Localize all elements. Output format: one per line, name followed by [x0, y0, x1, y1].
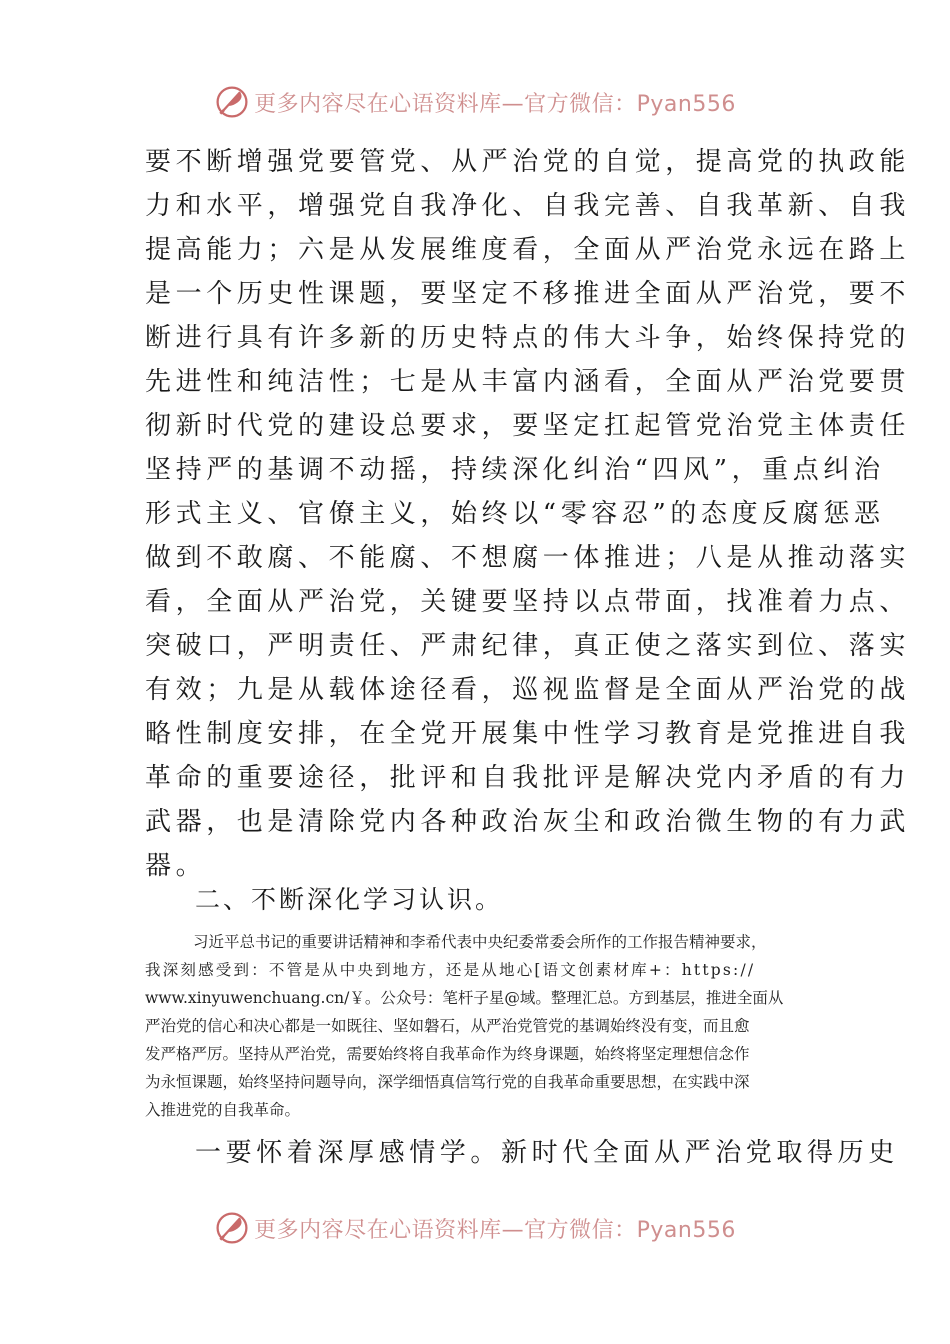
quill-logo-icon: [214, 1210, 250, 1246]
text-line: 习近平总书记的重要讲话精神和李希代表中央纪委常委会所作的工作报告精神要求，: [193, 933, 767, 951]
text-line: 器。: [145, 851, 207, 881]
text-line: 做到不敢腐、不能腐、不想腐一体推进；八是从推动落实: [145, 543, 911, 573]
header-banner: [0, 82, 950, 122]
text-line: 入推进党的自我革命。: [145, 1101, 301, 1119]
text-line: 先进性和纯洁性；七是从丰富内涵看，全面从严治党要贯: [145, 367, 911, 397]
text-line: 形式主义、官僚主义，始终以“零容忍”的态度反腐惩恶: [145, 499, 885, 529]
text-line: 是一个历史性课题，要坚定不移推进全面从严治党，要不: [145, 279, 911, 309]
text-line: www.xinyuwenchuang.cn/￥。公众号：笔杆子星@域。整理汇总。方到基层，推进全面从: [145, 989, 784, 1007]
text-line: 略性制度安排，在全党开展集中性学习教育是党推进自我: [145, 719, 911, 749]
text-line: 看，全面从严治党，关键要坚持以点带面，找准着力点、: [145, 587, 911, 617]
text-line: 提高能力；六是从发展维度看，全面从严治党永远在路上: [145, 235, 911, 265]
text-line: 发严格严厉。坚持从严治党，需要始终将自我革命作为终身课题，始终将坚定理想信念作: [145, 1045, 750, 1063]
paragraph-main: [145, 140, 911, 888]
header-banner-text: 更多内容尽在心语资料库—官方微信：Pyan556: [254, 91, 736, 117]
paragraph-small: [145, 928, 813, 1124]
footer-banner-text: 更多内容尽在心语资料库—官方微信：Pyan556: [254, 1217, 736, 1243]
text-line: 为永恒课题，始终坚持问题导向，深学细悟真信笃行党的自我革命重要思想，在实践中深: [145, 1073, 750, 1091]
text-line: 有效；九是从载体途径看，巡视监督是全面从严治党的战: [145, 675, 911, 705]
text-line: 革命的重要途径，批评和自我批评是解决党内矛盾的有力: [145, 763, 911, 793]
text-line: 我深刻感受到：不管是从中央到地方，还是从地心[语文创素材库+：https://: [145, 961, 756, 979]
footer-banner: [0, 1208, 950, 1248]
quill-logo-icon: [214, 84, 250, 120]
text-line: 彻新时代党的建设总要求，要坚定扛起管党治党主体责任: [145, 411, 911, 441]
text-line: 严治党的信心和决心都是一如既往、坚如磐石，从严治党管党的基调始终没有变，而且愈: [145, 1017, 750, 1035]
text-line: 坚持严的基调不动摇，持续深化纠治“四风”，重点纠治: [145, 455, 885, 485]
section-heading: 二、不断深化学习认识。: [195, 885, 504, 914]
paragraph-next-first-line: 一要怀着深厚感情学。新时代全面从严治党取得历史: [195, 1138, 899, 1168]
text-line: 断进行具有许多新的历史特点的伟大斗争，始终保持党的: [145, 323, 911, 353]
text-line: 要不断增强党要管党、从严治党的自觉，提高党的执政能: [145, 147, 911, 177]
text-line: 武器，也是清除党内各种政治灰尘和政治微生物的有力武: [145, 807, 911, 837]
text-line: 力和水平，增强党自我净化、自我完善、自我革新、自我: [145, 191, 911, 221]
text-line: 突破口，严明责任、严肃纪律，真正使之落实到位、落实: [145, 631, 911, 661]
